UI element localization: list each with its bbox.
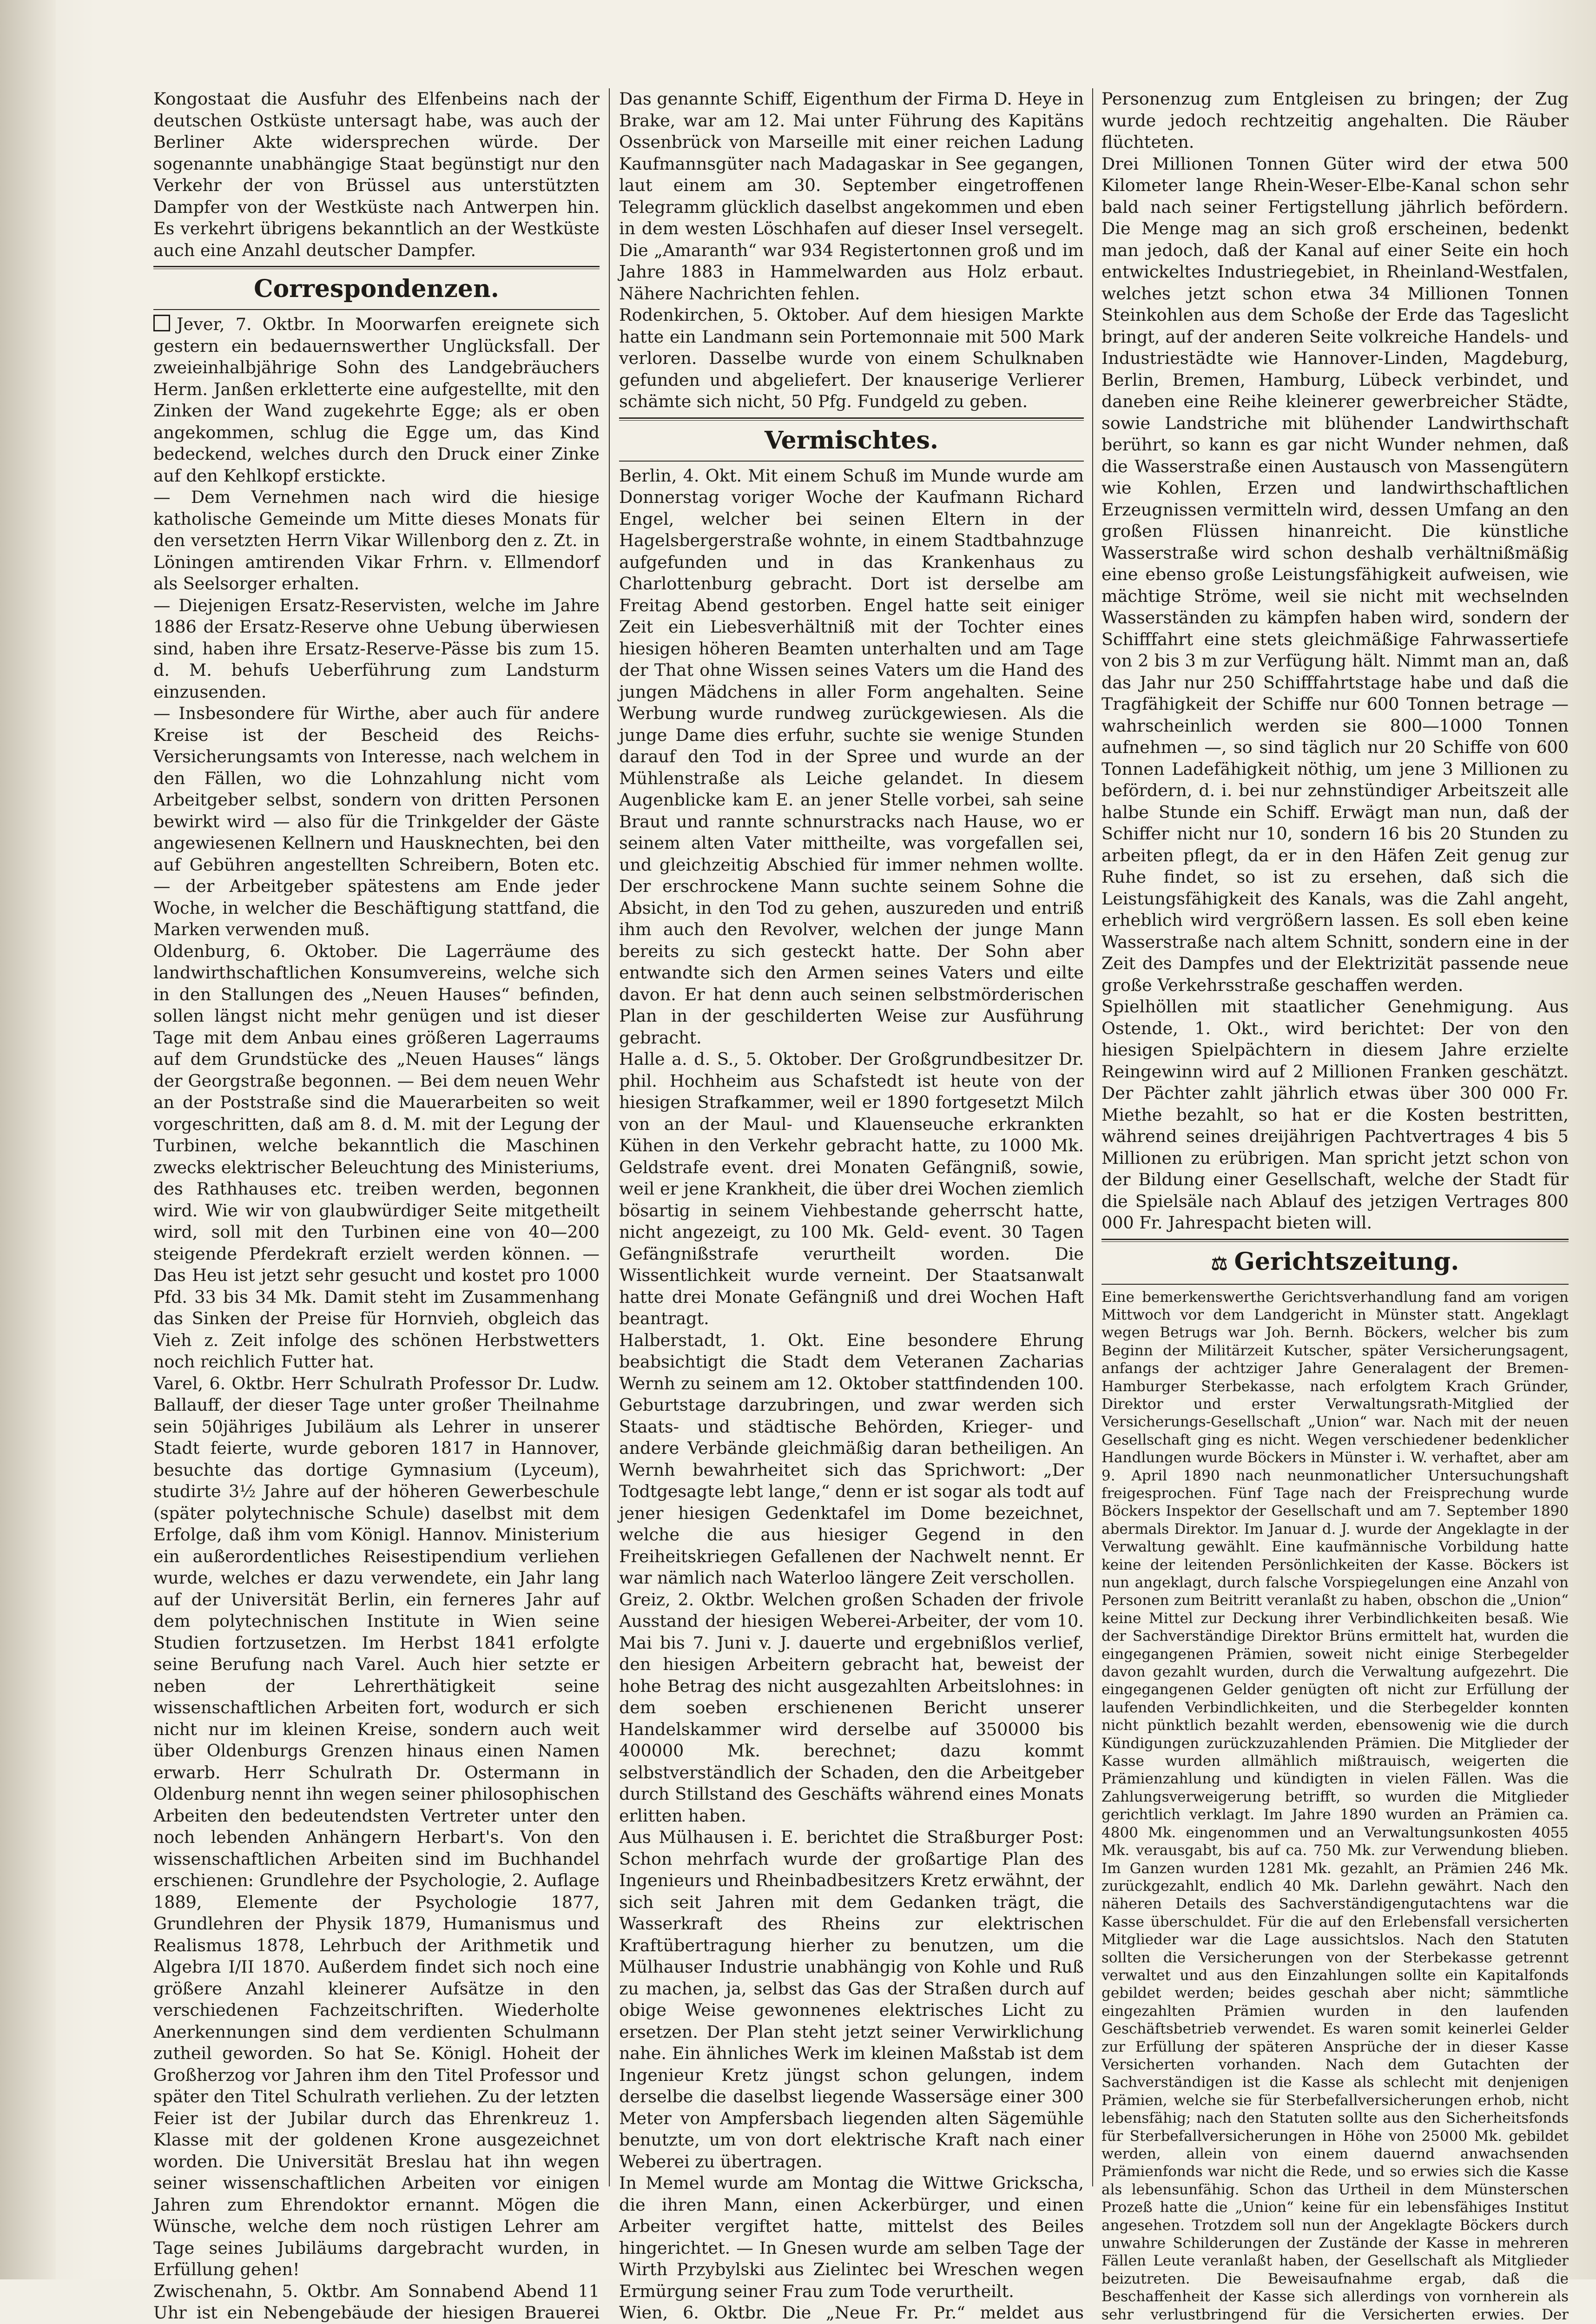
court-report-text: Eine bemerkenswerthe Gerichtsverhandlung fand am vorigen Mittwoch vor dem Landgericht in Münster statt. Angeklagt wegen Betrugs war Joh. Bernh. Böckers, welcher bis zum Beginn der Militärzeit Kutscher, später Versicherungsagent, anfangs der achtziger Jahre Generalagent der Bremen-Hamburger Sterbekasse, nach erfolgtem Krach Gründer, Direktor und erster Verwaltungsrath-Mitglied der Versicherungs-Gesellschaft „Union“ war. Nach mit der neuen Gesellschaft ging es nicht. Wegen verschiedener bedenklicher Handlungen wurde Böckers in Münster i. W. verhaftet, aber am 9. April 1890 nach neunmonatlicher Untersuchungshaft freigesprochen. Fünf Tage nach der Freisprechung wurde Böckers Inspektor der Gesellschaft und am 7. September 1890 abermals Direktor. Im Januar d. J. wurde der Angeklagte in der Verwaltung gewählt. Eine kaufmännische Vorbildung hatte keine der leitenden Persönlichkeiten der Kasse. Böckers ist nun angeklagt, durch falsche Vorspiegelungen eine Anzahl von Personen zum Beitritt veranlaßt zu haben, obschon die „Union“ keine Mittel zur Deckung ihrer Verbindlichkeiten besaß. Wie der Sachverständige Direktor Brüns ermittelt hat, wurden die eingegangenen Prämien, soweit nicht einige Sterbegelder davon gezahlt wurden, durch die Verwaltung aufgezehrt. Die eingegangenen Gelder genügten oft nicht zur Erfüllung der laufenden Verbindlichkeiten, und die Sterbegelder konnten nicht pünktlich bezahlt werden, ebensowenig wie die durch Kündigungen zurückzuzahlenden Prämien. Die Mitglieder der Kasse wurden allmählich mißtrauisch, weigerten die Prämienzahlung und kündigten in vielen Fällen. Was die Zahlungsverweigerung betrifft, so wurden die Mitglieder gerichtlich verklagt. Im Jahre 1890 wurden an Prämien ca. 4800 Mk. eingenommen und an Verwaltungsunkosten 4055 Mk. verausgabt, bis auf ca. 750 Mk. zur Verwendung blieben. Im Ganzen wurden 1281 Mk. gezahlt, an Prämien 246 Mk. zurückgezahlt, endlich 40 Mk. Darlehn gewährt. Nach den näheren Details des Sachverständigengutachtens war die Kasse überschuldet. Für die auf den Erlebensfall versicherten Mitglieder war die Lage aussichtslos. Nach den Statuten sollten die Versicherungen von der Sterbekasse getrennt verwaltet und aus den Einzahlungen sollte ein Kapitalfonds gebildet werden; beides geschah aber nicht; sämmtliche eingezahlten Prämien wurden in den laufenden Geschäftsbetrieb verwendet. Es waren somit keinerlei Gelder zur Erfüllung der späteren Ansprüche der in dieser Kasse Versicherten vorhanden. Nach dem Gutachten der Sachverständigen ist die Kasse als schlecht mit denjenigen Prämien, welche sie für Sterbefallversicherungen erhob, nicht lebensfähig; nach den Statuten sollte aus den Sicherheitsfonds für Sterbefallversicherungen in Höhe von 25000 Mk. gebildet werden, allein von einem dauernd anwachsenden Prämienfonds war nicht die Rede, und so erwies sich die Kasse als lebensunfähig. Schon das Urtheil in dem Münsterschen Prozeß hatte die „Union“ keine für ein lebensfähiges Institut angesehen. Trotzdem soll nun der Angeklagte Böckers durch unwahre Schilderungen der Zustände der Kasse in mehreren Fällen Leute veranlaßt haben, der Gesellschaft als Mitglieder beizutreten. Die Beweisaufnahme ergab, daß die Beschaffenheit der Kasse sich allerdings von vornherein als sehr verlustbringend für die Versicherten erwies. Der bbox=[1101, 1288, 1569, 2324]
column-left bbox=[153, 88, 600, 2200]
column-divider-2 bbox=[1092, 88, 1093, 2186]
section-heading-vermischtes: Vermischtes. bbox=[619, 424, 1084, 457]
heading-underline bbox=[1101, 1284, 1569, 1285]
article-wien: Wien, 6. Oktbr. Die „Neue Fr. Pr.“ meldet aus bbox=[619, 2302, 1084, 2324]
article-text: — Insbesondere für Wirthe, aber auch für andere Kreise ist der Bescheid des Reichs-Versicherungsamts von Interesse, nach welchem in den Fällen, wo die Lohnzahlung nicht vom Arbeitgeber selbst, sondern von dritten Personen bewirkt wird — also für die Trinkgelder der Gäste angewiesenen Kellnern und Hausknechten, bei den auf Gebühren angestellten Schreibern, Boten etc. — der Arbeitgeber spätestens am Ende jeder Woche, in welcher die Beschäftigung stattfand, die Marken verwenden muß. bbox=[153, 703, 600, 941]
section-rule bbox=[619, 417, 1084, 421]
article-jever: Jever, 7. Oktbr. In Moorwarfen ereignete sich gestern ein bedauernswerther Unglücksfall. Der zweieinhalbjährige Sohn des Landgebräuchers Herm. Janßen erkletterte eine aufgestellte, mit den Zinken der Wand zugekehrte Egge; als er oben angekommen, schlug die Egge um, das Kind bedeckend, welches durch den Druck einer Zinke auf den Kehlkopf erstickte. bbox=[153, 314, 600, 486]
article-muelhausen: Aus Mülhausen i. E. berichtet die Straßburger Post: Schon mehrfach wurde der großartige Plan des Ingenieurs und Rheinbadbesitzers Kretz erwähnt, der sich seit Jahren mit dem Gedanken trägt, die Wasserkraft des Rheins zur elektrischen Kraftübertragung hierher zu benutzen, um die Mülhauser Industrie unabhängig von Kohle und Ruß zu machen, ja, selbst das Gas der Straßen durch auf obige Weise gewonnenes elektrisches Licht zu ersetzen. Der Plan steht jetzt seiner Verwirklichung nahe. Ein ähnliches Werk im kleinen Maßstab ist dem Ingenieur Kretz jüngst schon gelungen, indem derselbe die daselbst liegende Wassersäge einer 300 Meter von Ampfersbach liegenden alten Sägemühle benutzte, um von dort elektrische Kraft nach einer Weberei zu übertragen. bbox=[619, 1827, 1084, 2172]
section-rule bbox=[1101, 1239, 1569, 1242]
article-memel: In Memel wurde am Montag die Wittwe Grickscha, die ihren Mann, einen Ackerbürger, und einen Arbeiter vergiftet hatte, mittelst des Beiles hingerichtet. — In Gnesen wurde am selben Tage der Wirth Przybylski aus Zielintec bei Wreschen wegen Ermürgung seiner Frau zum Tode verurtheilt. bbox=[619, 2172, 1084, 2302]
article-berlin: Berlin, 4. Okt. Mit einem Schuß im Munde wurde am Donnerstag voriger Woche der Kaufmann Richard Engel, welcher bei seinen Eltern in der Hagelsbergerstraße wohnte, in einem Stadtbahnzuge aufgefunden und in das Krankenhaus zu Charlottenburg gebracht. Dort ist derselbe am Freitag Abend gestorben. Engel hatte seit einiger Zeit ein Liebesverhältniß mit der Tochter eines hiesigen höheren Beamten unterhalten und am Tage der That ohne Wissen seines Vaters um die Hand des jungen Mädchens in aller Form angehalten. Seine Werbung wurde rundweg zurückgewiesen. Als die junge Dame dies erfuhr, suchte sie wenige Stunden darauf den Tod in der Spree und wurde an der Mühlenstraße als Leiche gelandet. In diesem Augenblicke kam E. an jener Stelle vorbei, sah seine Braut und rannte schnurstracks nach Hause, wo er seinem alten Vater mittheilte, was vorgefallen sei, und gleichzeitig Abschied für immer nehmen wollte. Der erschrockene Mann suchte seinem Sohne die Absicht, in den Tod zu gehen, auszureden und entriß ihm auch den Revolver, welchen der junge Mann bereits zu sich gesteckt hatte. Der Sohn aber entwandte sich den Armen seines Vaters und eilte davon. Er hat denn auch seinen selbstmörderischen Plan in der geschilderten Weise zur Ausführung gebracht. bbox=[619, 465, 1084, 1049]
section-rule bbox=[153, 266, 600, 269]
article-varel: Varel, 6. Oktbr. Herr Schulrath Professor Dr. Ludw. Ballauff, der dieser Tage unter großer Theilnahme sein 50jähriges Jubiläum als Lehrer in unserer Stadt feierte, wurde geboren 1817 in Hannover, besuchte das dortige Gymnasium (Lyceum), studirte 3½ Jahre auf der höheren Gewerbeschule (später polytechnische Schule) daselbst mit dem Erfolge, daß ihm vom Königl. Hannov. Ministerium ein außerordentliches Reisestipendium verliehen wurde, welches er dazu verwendete, ein Jahr lang auf der Universität Berlin, ein ferneres Jahr auf dem polytechnischen Institute in Wien seine Studien fortzusetzen. Im Herbst 1841 erfolgte seine Berufung nach Varel. Auch hier setzte er neben der Lehrerthätigkeit seine wissenschaftlichen Arbeiten fort, wodurch er sich nicht nur im kleinen Kreise, sondern auch weit über Oldenburgs Grenzen hinaus einen Namen erwarb. Herr Schulrath Dr. Ostermann in Oldenburg nennt ihn wegen seiner philosophischen Arbeiten den bedeutendsten Vertreter unter den noch lebenden Anhängern Herbart's. Von den wissenschaftlichen Arbeiten sind im Buchhandel erschienen: Grundlehre der Psychologie, 2. Auflage 1889, Elemente der Psychologie 1877, Grundlehren der Physik 1879, Humanismus und Realismus 1878, Lehrbuch der Arithmetik und Algebra I/II 1870. Außerdem findet sich noch eine größere Anzahl kleinerer Aufsätze in den verschiedenen Fachzeitschriften. Wiederholte Anerkennungen sind dem verdienten Schulmann zutheil geworden. So hat Se. Königl. Hoheit der Großherzog vor Jahren ihm den Titel Professor und später den Titel Schulrath verliehen. Zu der letzten Feier ist der Jubilar durch das Ehrenkreuz 1. Klasse mit der goldenen Krone ausgezeichnet worden. Die Universität Breslau hat ihn wegen seiner wissenschaftlichen Arbeiten vor einigen Jahren zum Ehrendoktor ernannt. Mögen die Wünsche, welche dem noch rüstigen Lehrer am Tage seines Jubiläums dargebracht wurden, in Erfüllung gehen! bbox=[153, 1373, 600, 2281]
article-kanal: Drei Millionen Tonnen Güter wird der etwa 500 Kilometer lange Rhein-Weser-Elbe-Kanal schon sehr bald nach seiner Fertigstellung jährlich befördern. Die Menge mag an sich groß erscheinen, bedenkt man jedoch, daß der Kanal auf einer Seite ein hoch entwickeltes Industriegebiet, in Rheinland-Westfalen, welches jetzt schon etwa 34 Millionen Tonnen Steinkohlen aus dem Schoße der Erde das Tageslicht bringt, auf der anderen Seite volkreiche Handels- und Industriestädte wie Hannover-Linden, Magdeburg, Berlin, Bremen, Hamburg, Lübeck verbindet, und daneben eine Reihe kleinerer gewerbreicher Städte, sowie Landstriche mit blühender Landwirthschaft berührt, so kann es gar nicht Wunder nehmen, daß die Wasserstraße einen Austausch von Massengütern wie Kohlen, Erzen und landwirthschaftlichen Erzeugnissen vermitteln wird, dessen Umfang an den großen Flüssen hinanreicht. Die künstliche Wasserstraße wird schon deshalb verhältnißmäßig eine ebenso große Leistungsfähigkeit aufweisen, wie mächtige Ströme, weil sie nicht mit wechselnden Wasserständen zu kämpfen haben wird, sondern der Schifffahrt eine stets gleichmäßige Fahrwassertiefe von 2 bis 3 m zur Verfügung hält. Nimmt man an, daß das Jahr nur 250 Schifffahrtstage habe und daß die Tragfähigkeit der Schiffe nur 600 Tonnen betrage — wahrscheinlich werden sie 800—1000 Tonnen aufnehmen —, so sind täglich nur 20 Schiffe von 600 Tonnen Ladefähigkeit nöthig, um jene 3 Millionen zu befördern, d. i. bei nur zehnstündiger Arbeitszeit alle halbe Stunde ein Schiff. Erwägt man nun, daß der Schiffer nicht nur 10, sondern 16 bis 20 Stunden zu arbeiten pflegt, da er in den Häfen Zeit genug zur Ruhe findet, so ist zu ersehen, daß sich die Leistungsfähigkeit des Kanals, was die Zahl angeht, erheblich wird vergrößern lassen. Es soll eben keine Wasserstraße nach altem Schnitt, sondern eine in der Zeit des Dampfes und der Elektrizität passende neue große Verkehrsstraße geschaffen werden. bbox=[1101, 153, 1569, 997]
article-spielhoellen: Spielhöllen mit staatlicher Genehmigung. Aus Ostende, 1. Okt., wird berichtet: Der von den hiesigen Spielpächtern in diesem Jahre erzielte Reingewinn wird auf 2 Millionen Franken geschätzt. Der Pächter zahlt jährlich etwas über 300 000 Fr. Miethe bezahlt, so hat er die Kosten bestritten, während seines dreijährigen Pachtvertrages 4 bis 5 Millionen zu erübrigen. Man spricht jetzt schon von der Bildung einer Gesellschaft, welche der Stadt für die Spielsäle nach Ablauf des jetzigen Vertrages 800 000 Fr. Jahrespacht bieten will. bbox=[1101, 996, 1569, 1234]
article-rodenkirchen: Rodenkirchen, 5. Oktober. Auf dem hiesigen Markte hatte ein Landmann sein Portemonnaie mit 500 Mark verloren. Dasselbe wurde von einem Schulknaben gefunden und abgeliefert. Der knauserige Verlierer schämte sich nicht, 50 Pfg. Fundgeld zu geben. bbox=[619, 304, 1084, 413]
article-text: — Diejenigen Ersatz-Reservisten, welche im Jahre 1886 der Ersatz-Reserve ohne Uebung überwiesen sind, haben ihre Ersatz-Reserve-Pässe bis zum 15. d. M. behufs Ueberführung zum Landsturm einzusenden. bbox=[153, 595, 600, 703]
column-divider-1 bbox=[609, 88, 610, 2186]
article-halberstadt: Halberstadt, 1. Okt. Eine besondere Ehrung beabsichtigt die Stadt dem Veteranen Zacharias Wernh zu seinem am 12. Oktober stattfindenden 100. Geburtstage darzubringen, und zwar werden sich Staats- und städtische Behörden, Krieger- und andere Verbände gleichmäßig daran betheiligen. An Wernh bewahrheitet sich das Sprichwort: „Der Todtgesagte lebt lange,“ denn er ist sogar als todt auf jener hiesigen Gedenktafel im Dome bezeichnet, welche die aus hiesiger Gegend in den Freiheitskriegen Gefallenen der Nachwelt nennt. Er war nämlich nach Waterloo längere Zeit verschollen. bbox=[619, 1330, 1084, 1589]
gavel-ornament-icon: ⚖ bbox=[1211, 1248, 1228, 1280]
article-halle: Halle a. d. S., 5. Oktober. Der Großgrundbesitzer Dr. phil. Hochheim aus Schafstedt ist heute von der hiesigen Strafkammer, weil er 1890 fortgesetzt Milch von an der Maul- und Klauenseuche erkrankten Kühen in den Verkehr gebracht hatte, zu 1000 Mk. Geldstrafe event. drei Monaten Gefängniß, sowie, weil er jene Krankheit, die über drei Wochen ziemlich bösartig in seinem Viehbestande geherrscht hatte, nicht angezeigt, zu 100 Mk. Geld- event. 30 Tagen Gefängnißstrafe verurtheilt worden. Die Wissentlichkeit wurde verneint. Der Staatsanwalt hatte drei Monate Gefängniß und drei Wochen Haft beantragt. bbox=[619, 1049, 1084, 1330]
section-heading-correspondenzen: Correspondenzen. bbox=[153, 273, 600, 305]
checkbox-glyph-icon bbox=[153, 315, 170, 331]
column-right bbox=[1101, 88, 1569, 2200]
heading-underline bbox=[619, 461, 1084, 462]
article-zwischenahn: Zwischenahn, 5. Oktbr. Am Sonnabend Abend 11 Uhr ist ein Nebengebäude der hiesigen Brauerei bbox=[153, 2281, 600, 2324]
section-heading-gerichtszeitung: ⚖ Gerichtszeitung. bbox=[1101, 1246, 1569, 1280]
intro-paragraph: Kongostaat die Ausfuhr des Elfenbeins nach der deutschen Ostküste untersagt habe, was auch der Berliner Akte widersprechen würde. Der sogenannte unabhängige Staat begünstigt nur den Verkehr der von Brüssel aus unterstützten Dampfer von der Westküste nach Antwerpen hin. Es verkehrt übrigens bekanntlich an der Westküste auch eine Anzahl deutscher Dampfer. bbox=[153, 88, 600, 261]
heading-underline bbox=[153, 309, 600, 310]
article-greiz: Greiz, 2. Oktbr. Welchen großen Schaden der frivole Ausstand der hiesigen Weberei-Arbeiter, der vom 10. Mai bis 7. Juni v. J. dauerte und ergebnißlos verlief, den hiesigen Arbeitern gebracht hat, beweist der hohe Betrag des nicht ausgezahlten Arbeitslohnes: in dem soeben erschienenen Bericht unserer Handelskammer wird derselbe auf 350000 bis 400000 Mk. berechnet; dazu kommt selbstverständlich der Schaden, den die Arbeitgeber durch Stillstand des Geschäfts während eines Monats erlitten haben. bbox=[619, 1589, 1084, 1827]
article-continuation: Personenzug zum Entgleisen zu bringen; der Zug wurde jedoch rechtzeitig angehalten. Die Räuber flüchteten. bbox=[1101, 88, 1569, 153]
column-middle bbox=[619, 88, 1084, 2200]
article-oldenburg: Oldenburg, 6. Oktober. Die Lagerräume des landwirthschaftlichen Konsumvereins, welche sich in den Stallungen des „Neuen Hauses“ befinden, sollen längst nicht mehr genügen und ist dieser Tage mit dem Anbau eines größeren Lagerraums auf dem Grundstücke des „Neuen Hauses“ längs der Georgstraße begonnen. — Bei dem neuen Wehr an der Poststraße sind die Mauerarbeiten so weit vorgeschritten, daß am 8. d. M. mit der Legung der Turbinen, welche bekanntlich die Maschinen zwecks elektrischer Beleuchtung des Ministeriums, des Rathhauses etc. treiben werden, begonnen wird. Wie wir von glaubwürdiger Seite mitgetheilt wird, soll mit den Turbinen eine von 40—200 steigende Pferdekraft erzielt werden können. — Das Heu ist jetzt sehr gesucht und kostet pro 1000 Pfd. 33 bis 34 Mk. Damit steht im Zusammenhang das Sinken der Preise für Hornvieh, obgleich das Vieh z. Zeit infolge des schönen Herbstwetters noch reichlich Futter hat. bbox=[153, 941, 600, 1373]
article-text: — Dem Vernehmen nach wird die hiesige katholische Gemeinde um Mitte dieses Monats für den versetzten Herrn Vikar Willenborg den z. Zt. in Löningen amtirenden Vikar Frhrn. v. Ellmendorf als Seelsorger erhalten. bbox=[153, 487, 600, 595]
article-continuation: Das genannte Schiff, Eigenthum der Firma D. Heye in Brake, war am 12. Mai unter Führung des Kapitäns Ossenbrück von Marseille mit einer reichen Ladung Kaufmannsgüter nach Madagaskar in See gegangen, laut einem am 30. September eingetroffenen Telegramm glücklich daselbst angekommen und eben in dem westen Löschhafen auf dieser Insel versegelt. Die „Amaranth“ war 934 Registertonnen groß und im Jahre 1883 in Hammelwarden aus Holz erbaut. Nähere Nachrichten fehlen. bbox=[619, 88, 1084, 304]
page-spine-shadow bbox=[0, 0, 56, 2279]
